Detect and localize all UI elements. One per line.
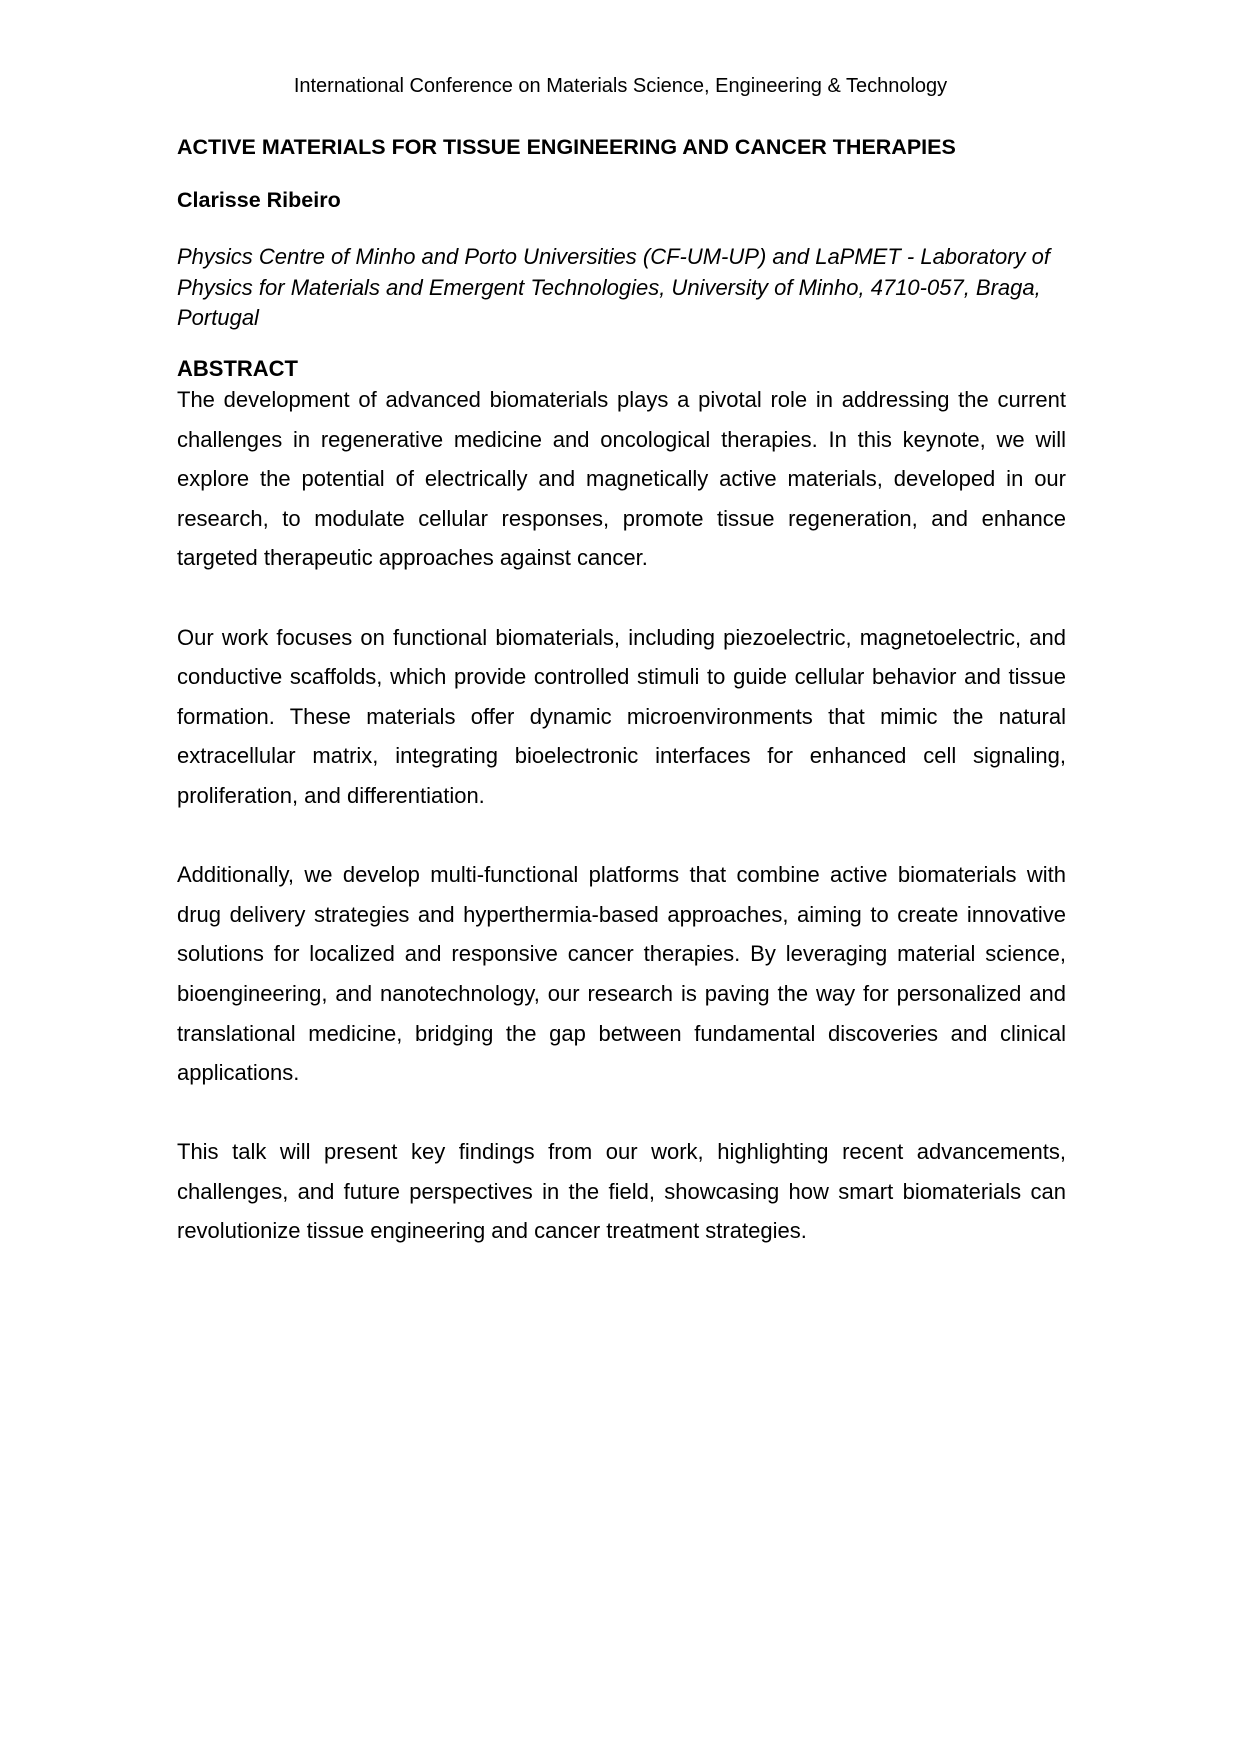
- conference-header: International Conference on Materials Science, Engineering & Technology: [293, 75, 948, 97]
- abstract-body: [177, 380, 1066, 1291]
- author-name: Clarisse Ribeiro: [177, 188, 341, 212]
- abstract-paragraph: Our work focuses on functional biomaterials, including piezoelectric, magnetoelectric, and conductive scaffolds, which provide controlled stimuli to guide cellular behavior and tissue formation. These materials offer dynamic microenvironments that mimic the natural extracellular matrix, integrating bioelectronic interfaces for enhanced cell signaling, proliferation, and differentiation.: [177, 624, 1066, 808]
- abstract-paragraph: This talk will present key findings from our work, highlighting recent advancements, challenges, and future perspectives in the field, showcasing how smart biomaterials can revolutionize tissue engineering and cancer treatment strategies.: [177, 1139, 1066, 1244]
- author-affiliation: Physics Centre of Minho and Porto Universities (CF-UM-UP) and LaPMET - Laboratory of Physics for Materials and Emergent Technologies, University of Minho, 4710-057, Braga, Portugal: [177, 244, 1050, 330]
- abstract-heading: ABSTRACT: [177, 356, 298, 381]
- abstract-paragraph: The development of advanced biomaterials plays a pivotal role in addressing the current challenges in regenerative medicine and oncological therapies. In this keynote, we will explore the potential of electrically and magnetically active materials, developed in our research, to modulate cellular responses, promote tissue regeneration, and enhance targeted therapeutic approaches against cancer.: [177, 387, 1066, 571]
- abstract-paragraph: Additionally, we develop multi-functional platforms that combine active biomaterials with drug delivery strategies and hyperthermia-based approaches, aiming to create innovative solutions for localized and responsive cancer therapies. By leveraging material science, bioengineering, and nanotechnology, our research is paving the way for personalized and translational medicine, bridging the gap between fundamental discoveries and clinical applications.: [177, 862, 1066, 1086]
- paper-title: ACTIVE MATERIALS FOR TISSUE ENGINEERING AND CANCER THERAPIES: [177, 135, 956, 159]
